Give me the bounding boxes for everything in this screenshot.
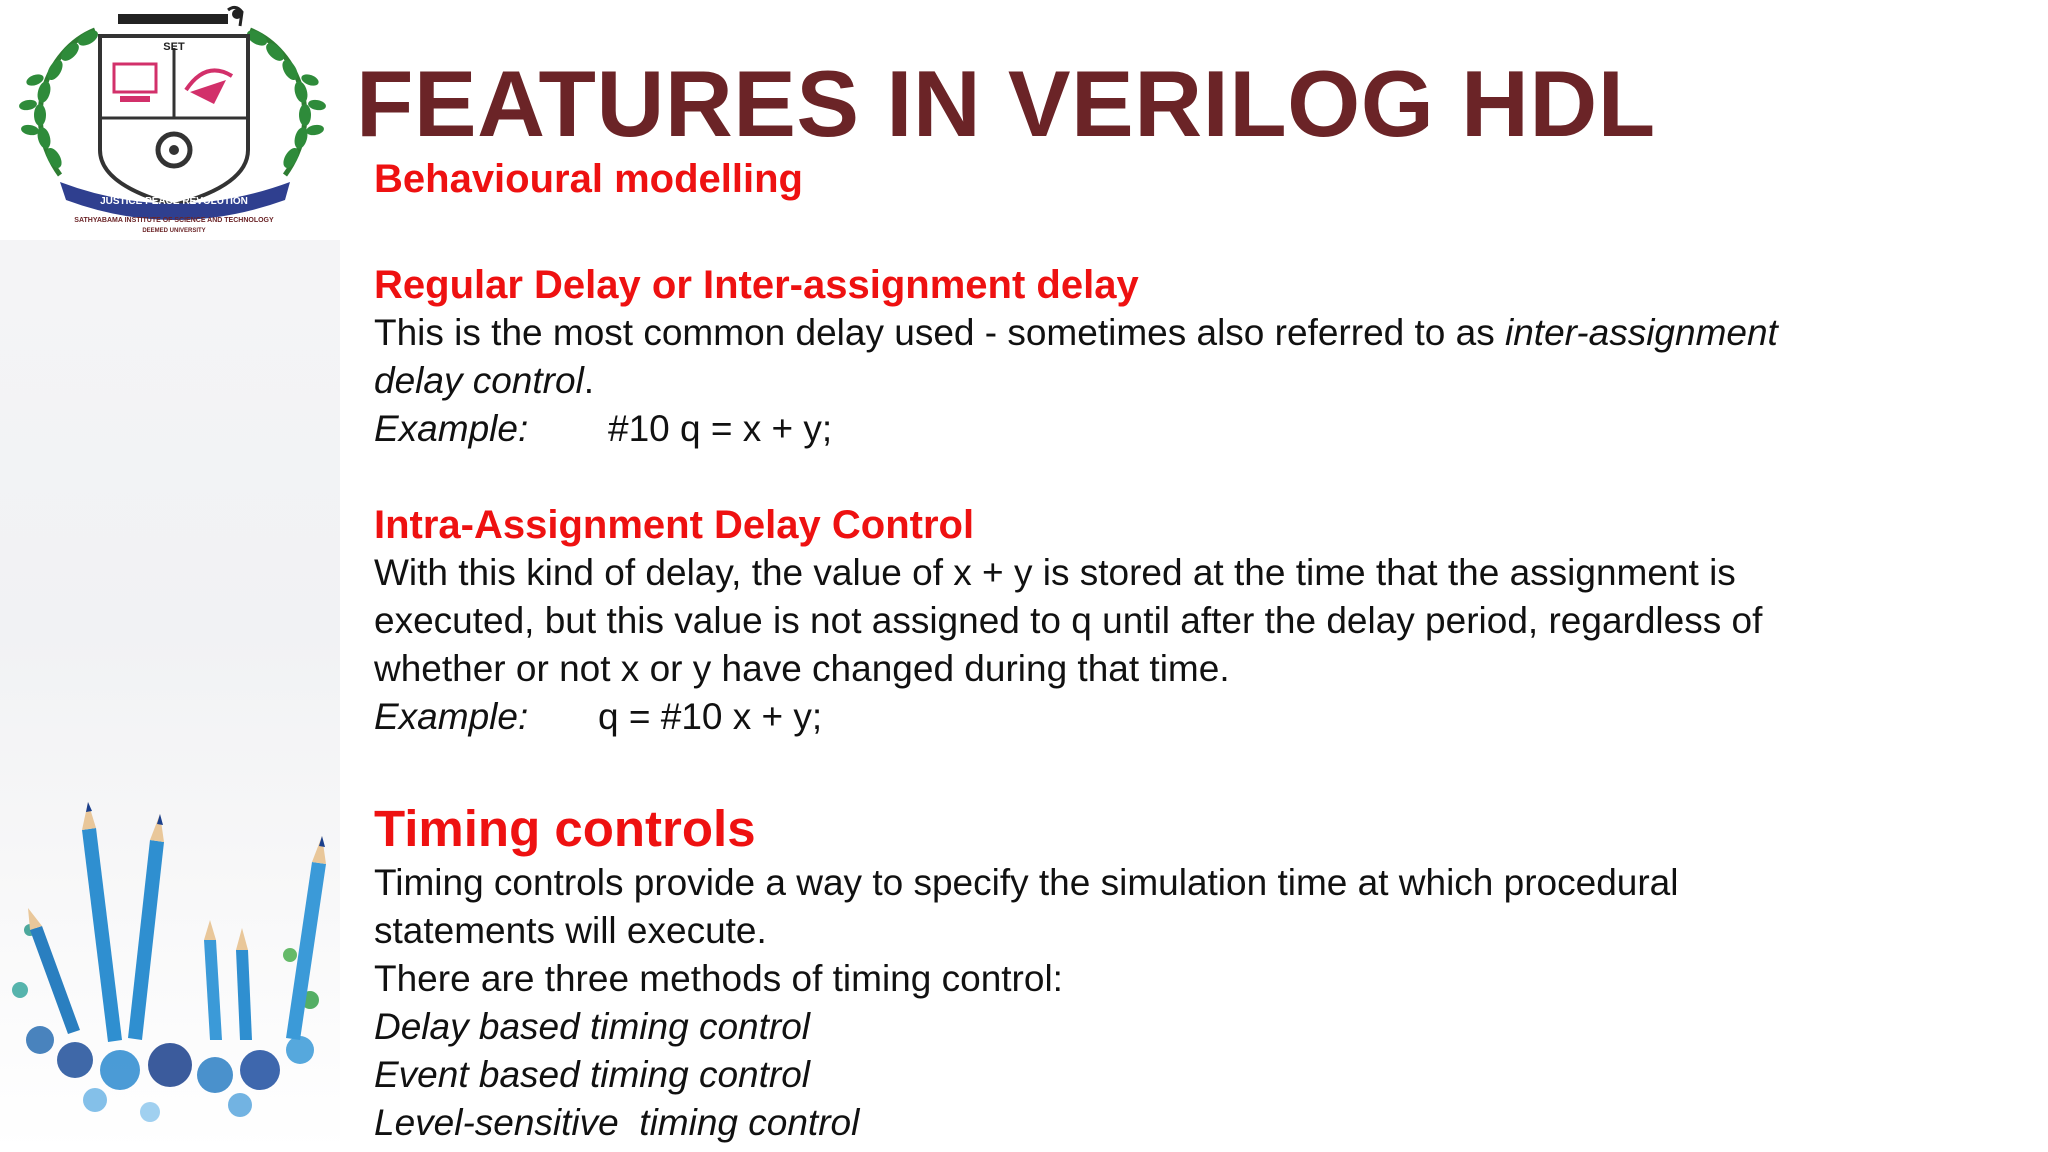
section-heading-timing: Timing controls — [374, 800, 756, 857]
logo-subtitle-text: DEEMED UNIVERSITY — [142, 228, 206, 234]
laurel-left-icon — [18, 27, 100, 175]
intra-delay-line: whether or not x or y have changed during that time. — [374, 648, 1230, 689]
pencils-icon — [0, 740, 340, 1152]
page-title: FEATURES IN VERILOG HDL — [356, 51, 1656, 156]
example-label: Example: — [374, 696, 529, 737]
section-heading-behavioural: Behavioural modelling — [374, 157, 803, 201]
graduation-cap-icon — [118, 7, 242, 26]
intra-delay-line: With this kind of delay, the value of x + y is stored at the time that the assignment is — [374, 552, 1736, 593]
regular-delay-italic-1: inter-assignment — [1505, 312, 1778, 353]
logo-institution-text: SATHYABAMA INSTITUTE OF SCIENCE AND TECHNOLOGY — [74, 217, 274, 224]
intra-delay-example — [374, 693, 2014, 741]
regular-delay-italic-2: delay control — [374, 360, 584, 401]
slide-content — [374, 155, 2014, 1147]
intra-delay-line: executed, but this value is not assigned to q until after the delay period, regardless of — [374, 600, 1763, 641]
pencils-decoration — [0, 740, 340, 1152]
regular-delay-text: This is the most common delay used - sometimes also referred to as — [374, 312, 1505, 353]
example-label: Example: — [374, 408, 529, 449]
institution-logo — [0, 0, 340, 240]
regular-delay-text-end: . — [583, 360, 595, 401]
spacer — [374, 741, 2014, 799]
logo-banner-text: JUSTICE PEACE REVOLUTION — [100, 196, 248, 207]
timing-method-item: Level-sensitive timing control — [374, 1102, 860, 1143]
regular-delay-description — [374, 309, 2014, 357]
timing-method-item: Delay based timing control — [374, 1006, 810, 1047]
section-heading-regular-delay: Regular Delay or Inter-assignment delay — [374, 263, 1139, 307]
regular-delay-description-cont — [374, 357, 2014, 405]
timing-line: There are three methods of timing control: — [374, 958, 1063, 999]
example-code: q = #10 x + y; — [598, 696, 823, 737]
example-code: #10 q = x + y; — [608, 408, 833, 449]
timing-line: statements will execute. — [374, 910, 767, 951]
regular-delay-example — [374, 405, 2014, 453]
section-heading-intra-delay: Intra-Assignment Delay Control — [374, 503, 975, 547]
spacer — [374, 453, 2014, 501]
shield-icon — [100, 36, 248, 205]
timing-method-item: Event based timing control — [374, 1054, 811, 1095]
laurel-right-icon — [244, 27, 326, 175]
timing-line: Timing controls provide a way to specify the simulation time at which procedural — [374, 862, 1679, 903]
logo-top-text: SET — [163, 41, 185, 53]
logo-emblem — [0, 0, 340, 240]
spacer — [374, 203, 2014, 261]
